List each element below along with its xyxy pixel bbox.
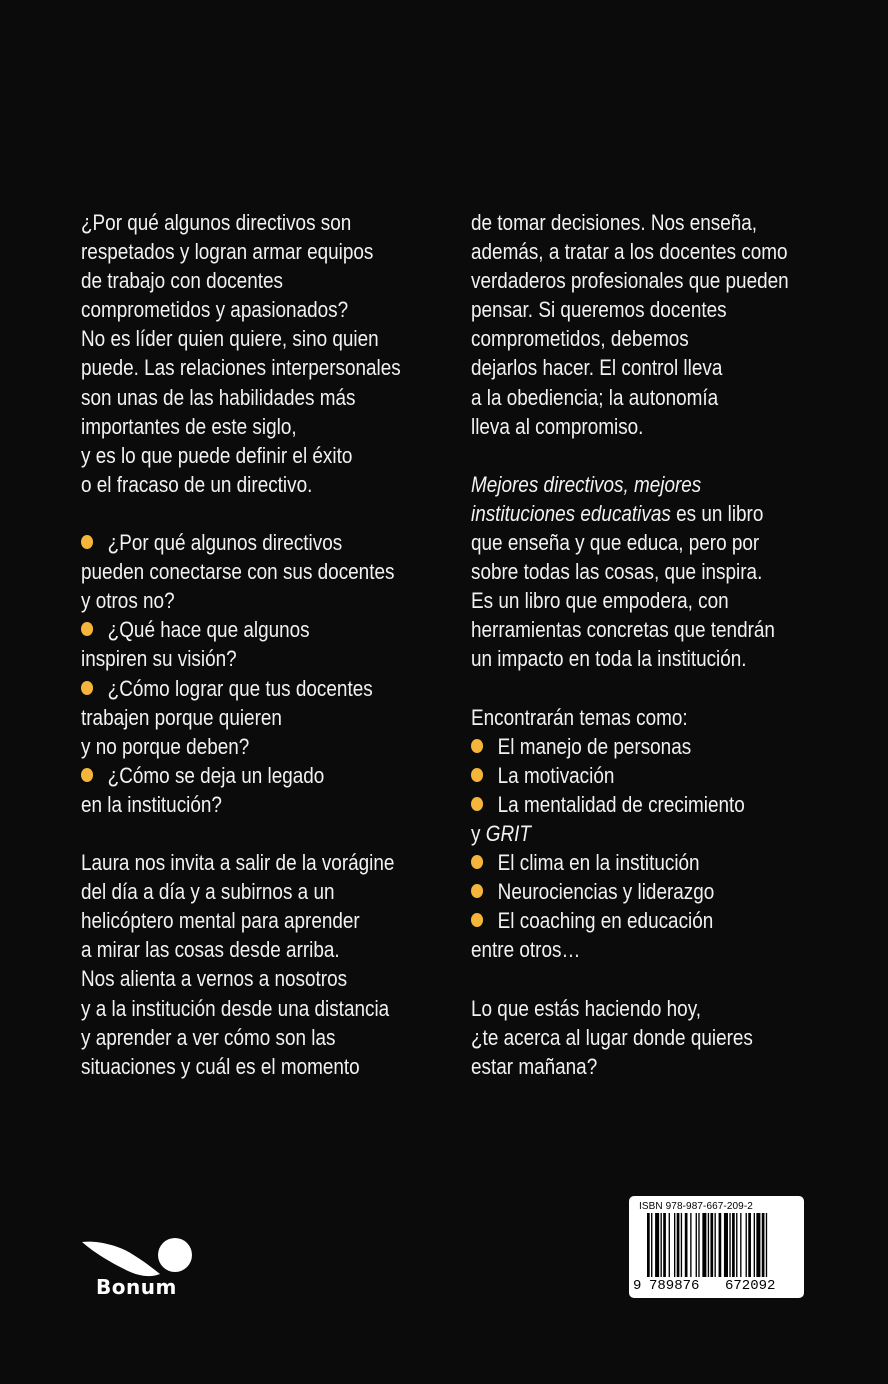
intro-line: de trabajo con docentes <box>81 268 283 294</box>
body-line: además, a tratar a los docentes como <box>471 239 788 265</box>
intro-line: comprometidos y apasionados? <box>81 297 349 323</box>
barcode-bar <box>698 1213 699 1277</box>
question-line: ¿Qué hace que algunos <box>81 615 401 644</box>
paragraph-gap <box>81 819 401 848</box>
bullet-icon <box>471 884 483 898</box>
intro-line: importantes de este siglo, <box>81 413 297 439</box>
barcode-bar <box>651 1213 652 1277</box>
paragraph-gap <box>81 499 401 528</box>
bullet-icon <box>81 622 93 636</box>
barcode-box <box>629 1196 804 1298</box>
barcode-bar <box>661 1213 662 1277</box>
question-line: ¿Cómo se deja un legado <box>81 761 401 790</box>
question-line: trabajen porque quieren <box>81 704 282 730</box>
body-line: y a la institución desde una distancia <box>81 995 390 1021</box>
intro-line: respetados y logran armar equipos <box>81 239 374 265</box>
barcode-bar <box>748 1213 751 1277</box>
closing-line: estar mañana? <box>471 1053 598 1079</box>
barcode-bar <box>732 1213 735 1277</box>
book-title-line: instituciones educativas es un libro <box>471 500 764 526</box>
topic-item: El clima en la institución <box>471 848 789 877</box>
question-line: y no porque deben? <box>81 733 250 759</box>
bullet-icon <box>471 913 483 927</box>
topic-item: Neurociencias y liderazgo <box>471 877 789 906</box>
left-column <box>81 208 401 1081</box>
barcode-bar <box>702 1213 706 1277</box>
bullet-icon <box>471 739 483 753</box>
barcode-bar <box>715 1213 716 1277</box>
barcode-bar <box>677 1213 680 1277</box>
barcode-bar <box>647 1213 650 1277</box>
barcode-right-digits: 672092 <box>725 1278 776 1294</box>
barcode-bar <box>685 1213 688 1277</box>
topic-item-continuation: y GRIT <box>471 820 531 846</box>
topic-item: La mentalidad de crecimiento <box>471 790 789 819</box>
barcode-bar <box>766 1213 767 1277</box>
body-line: verdaderos profesionales que pueden <box>471 268 789 294</box>
barcode-bar <box>762 1213 765 1277</box>
topics-intro: Encontrarán temas como: <box>471 704 688 730</box>
barcode-bar <box>708 1213 709 1277</box>
body-line: Nos alienta a vernos a nosotros <box>81 966 348 992</box>
barcode-bar <box>674 1213 675 1277</box>
bullet-icon <box>81 535 93 549</box>
question-line: en la institución? <box>81 791 222 817</box>
intro-line: son unas de las habilidades más <box>81 384 356 410</box>
question-line: ¿Por qué algunos directivos <box>81 528 401 557</box>
body-line: Es un libro que empodera, con <box>471 588 729 614</box>
body-line: sobre todas las cosas, que inspira. <box>471 559 763 585</box>
body-line: dejarlos hacer. El control lleva <box>471 355 723 381</box>
paragraph-gap <box>471 441 789 470</box>
barcode-bar <box>663 1213 666 1277</box>
body-line: que enseña y que educa, pero por <box>471 530 760 556</box>
body-line: a mirar las cosas desde arriba. <box>81 937 340 963</box>
bullet-icon <box>471 768 483 782</box>
topic-item: La motivación <box>471 761 789 790</box>
book-title-line: Mejores directivos, mejores <box>471 471 702 497</box>
body-line: situaciones y cuál es el momento <box>81 1053 360 1079</box>
intro-line: No es líder quien quiere, sino quien <box>81 326 379 352</box>
intro-line: o el fracaso de un directivo. <box>81 471 313 497</box>
bullet-icon <box>471 855 483 869</box>
publisher-name: Bonum <box>96 1275 177 1299</box>
topic-item: El manejo de personas <box>471 732 789 761</box>
barcode-bar <box>754 1213 755 1277</box>
barcode-left-digits: 789876 <box>649 1278 700 1294</box>
body-line: a la obediencia; la autonomía <box>471 384 719 410</box>
barcode-bar <box>655 1213 659 1277</box>
barcode-bar <box>736 1213 737 1277</box>
paragraph-gap <box>471 674 789 703</box>
barcode-bar <box>669 1213 670 1277</box>
barcode-bar <box>746 1213 747 1277</box>
question-line: pueden conectarse con sus docentes <box>81 559 395 585</box>
body-line: lleva al compromiso. <box>471 413 644 439</box>
barcode-bar <box>729 1213 730 1277</box>
bullet-icon <box>81 768 93 782</box>
body-line: herramientas concretas que tendrán <box>471 617 775 643</box>
question-line: y otros no? <box>81 588 175 614</box>
barcode-bar <box>724 1213 728 1277</box>
topic-item: El coaching en educación <box>471 906 789 935</box>
question-line: ¿Cómo lograr que tus docentes <box>81 674 401 703</box>
closing-line: ¿te acerca al lugar donde quieres <box>471 1024 753 1050</box>
body-line: helicóptero mental para aprender <box>81 908 360 934</box>
intro-line: y es lo que puede definir el éxito <box>81 442 353 468</box>
barcode-bar <box>756 1213 760 1277</box>
isbn-label: ISBN 978-987-667-209-2 <box>639 1201 753 1212</box>
closing-line: Lo que estás haciendo hoy, <box>471 995 702 1021</box>
barcode-bar <box>740 1213 741 1277</box>
body-line: de tomar decisiones. Nos enseña, <box>471 210 758 235</box>
question-line: inspiren su visión? <box>81 646 237 672</box>
bullet-icon <box>81 681 93 695</box>
body-line: pensar. Si queremos docentes <box>471 297 727 323</box>
paragraph-gap <box>471 964 789 993</box>
bullet-icon <box>471 797 483 811</box>
body-line: comprometidos, debemos <box>471 326 689 352</box>
intro-line: ¿Por qué algunos directivos son <box>81 210 352 235</box>
barcode-bar <box>690 1213 691 1277</box>
topics-outro: entre otros… <box>471 937 581 963</box>
barcode-bar <box>696 1213 697 1277</box>
body-line: un impacto en toda la institución. <box>471 646 747 672</box>
intro-line: puede. Las relaciones interpersonales <box>81 355 401 381</box>
body-line: y aprender a ver cómo son las <box>81 1024 336 1050</box>
barcode-first-digit: 9 <box>633 1278 642 1294</box>
barcode-icon <box>639 1213 797 1285</box>
body-line: del día a día y a subirnos a un <box>81 879 335 905</box>
right-column <box>471 208 789 1081</box>
body-line: Laura nos invita a salir de la vorágine <box>81 850 395 876</box>
barcode-bar <box>681 1213 682 1277</box>
barcode-bar <box>710 1213 713 1277</box>
barcode-bar <box>719 1213 722 1277</box>
